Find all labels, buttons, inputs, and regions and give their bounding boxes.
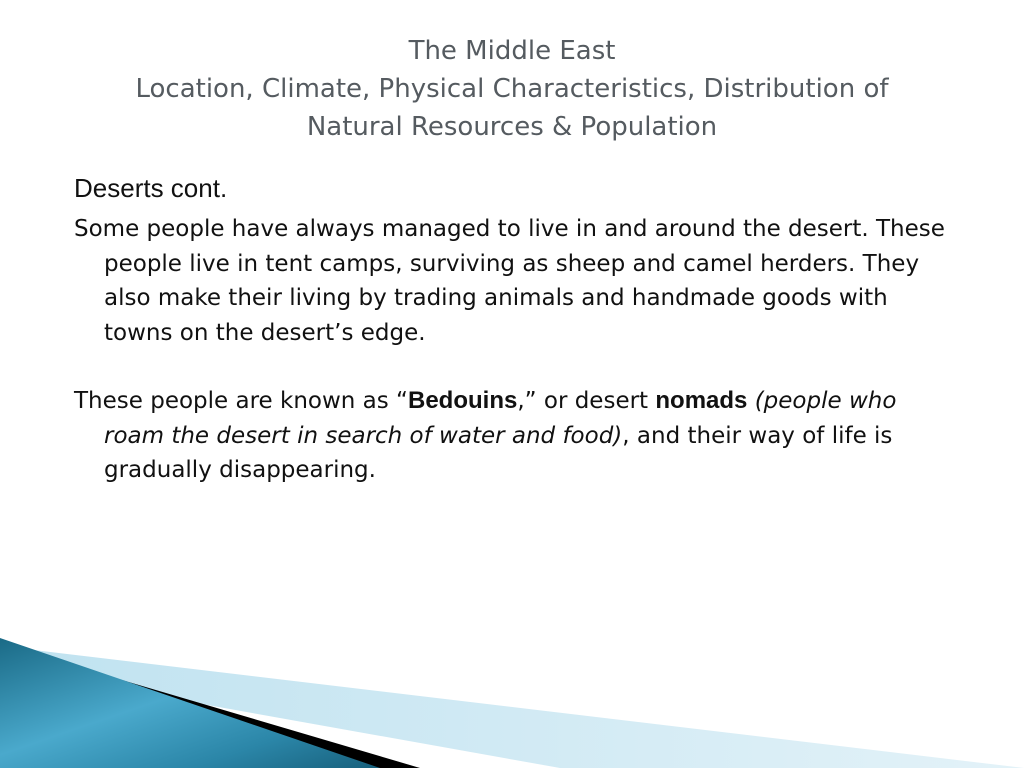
decorative-corner-graphic — [0, 638, 1024, 768]
title-line-3: Natural Resources & Population — [306, 112, 718, 142]
term-bedouins: Bedouins — [407, 387, 518, 414]
paragraph-1: Some people have always managed to live in and around the desert. These people live in tent camps, surviving as sheep and camel herders. They also make their living by trading animals and handmade goods with towns on the desert’s edge. — [74, 216, 945, 346]
title-line-2: Location, Climate, Physical Characteristics, Distribution of — [135, 74, 889, 104]
nomads-definition: (people who roam the desert in search of water and food) — [104, 388, 897, 449]
paragraph-2-text-2: ,” or desert — [517, 388, 656, 414]
slide-title — [40, 32, 984, 146]
paragraph-2-text-3: , and their way of life is gradually disappearing. — [104, 422, 893, 483]
title-line-1: The Middle East — [408, 36, 616, 66]
term-nomads: nomads — [655, 387, 748, 414]
paragraph-2 — [74, 384, 954, 488]
paragraph-2-text-1: These people are known as “ — [74, 388, 408, 414]
slide-body — [74, 168, 954, 488]
subheading: Deserts cont. — [74, 173, 228, 203]
